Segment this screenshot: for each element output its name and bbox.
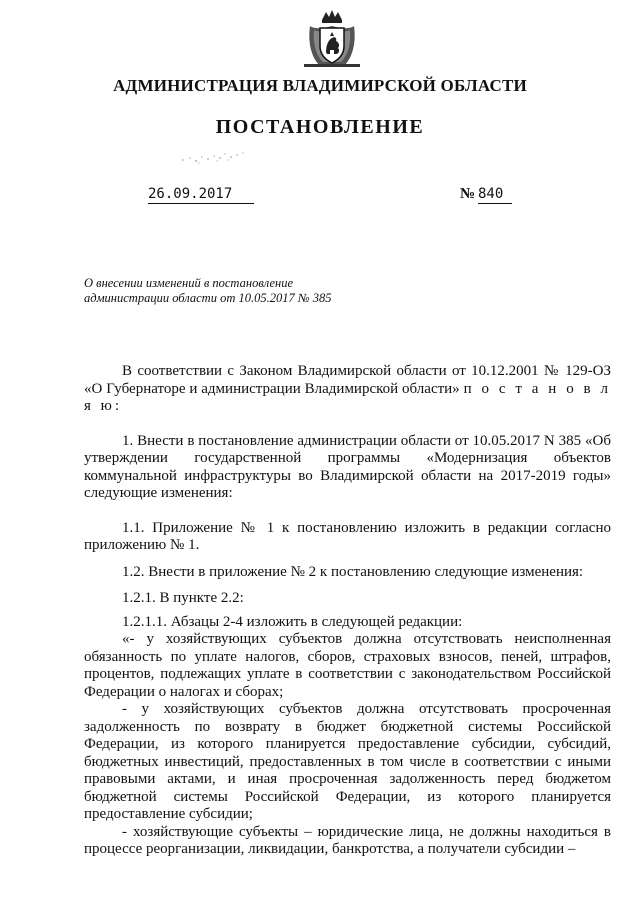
subject-line: администрации области от 10.05.2017 № 385 — [84, 291, 332, 305]
preamble-paragraph — [84, 363, 611, 416]
document-subject — [84, 276, 332, 306]
document-body — [84, 363, 611, 859]
subject-line: О внесении изменений в постановление — [84, 276, 294, 290]
document-type-title: ПОСТАНОВЛЕНИЕ — [215, 116, 425, 138]
paragraph-1-2-1-1: 1.2.1.1. Абзацы 2-4 изложить в следующей редакции: — [122, 613, 463, 630]
number-label: № — [460, 186, 476, 202]
document-date: 26.09.2017 — [148, 186, 254, 204]
quoted-paragraph-1: «- у хозяйствующих субъектов должна отсутствовать неисполненная обязанность по уплате налогов, сборов, страховых взносов, пеней, штрафов, процентов, подлежащих уплате в соответствии с законодательством Российской Федерации о налогах и сборах; — [84, 631, 611, 700]
document-number: 840 — [478, 186, 512, 204]
quoted-paragraph-3: - хозяйствующие субъекты – юридические лица, не должны находиться в процессе реорганизации, ликвидации, банкротства, а получатели субсидии – — [84, 823, 611, 857]
paragraph-1: 1. Внести в постановление администрации области от 10.05.2017 N 385 «Об утверждении государственной программы «Модернизация объектов коммунальной инфраструктуры во Владимирской области на 2017-2019 годы» следующие изменения: — [84, 432, 611, 501]
organization-title: АДМИНИСТРАЦИЯ ВЛАДИМИРСКОЙ ОБЛАСТИ — [113, 76, 527, 95]
quoted-paragraph-2: - у хозяйствующих субъектов должна отсутствовать просроченная задолженность по возврату в бюджет бюджетной системы Российской Федерации, из которого планируется предоставление субсидии, субсидий, бюджетных инвестиций, предоставленных в том числе в соответствии с иными правовыми актами, и иная просроченная задолженность перед бюджетом бюджетной системы Российской Федерации, из которого планируется предоставление субсидии; — [84, 701, 611, 822]
paragraph-1-2: 1.2. Внести в приложение № 2 к постановлению следующие изменения: — [122, 563, 584, 580]
preamble-text: В соответствии с Законом Владимирской области от 10.12.2001 № 129-ОЗ «О Губернаторе и администрации Владимирской области» — [84, 363, 611, 397]
paragraph-1-2-1: 1.2.1. В пункте 2.2: — [122, 590, 244, 606]
faint-stamp-mark — [178, 148, 248, 166]
coat-of-arms-emblem — [300, 6, 364, 70]
resolves-word: п о с т а н о в л я ю: — [84, 380, 611, 414]
paragraph-1-1: 1.1. Приложение № 1 к постановлению изложить в редакции согласно приложению № 1. — [84, 519, 611, 553]
